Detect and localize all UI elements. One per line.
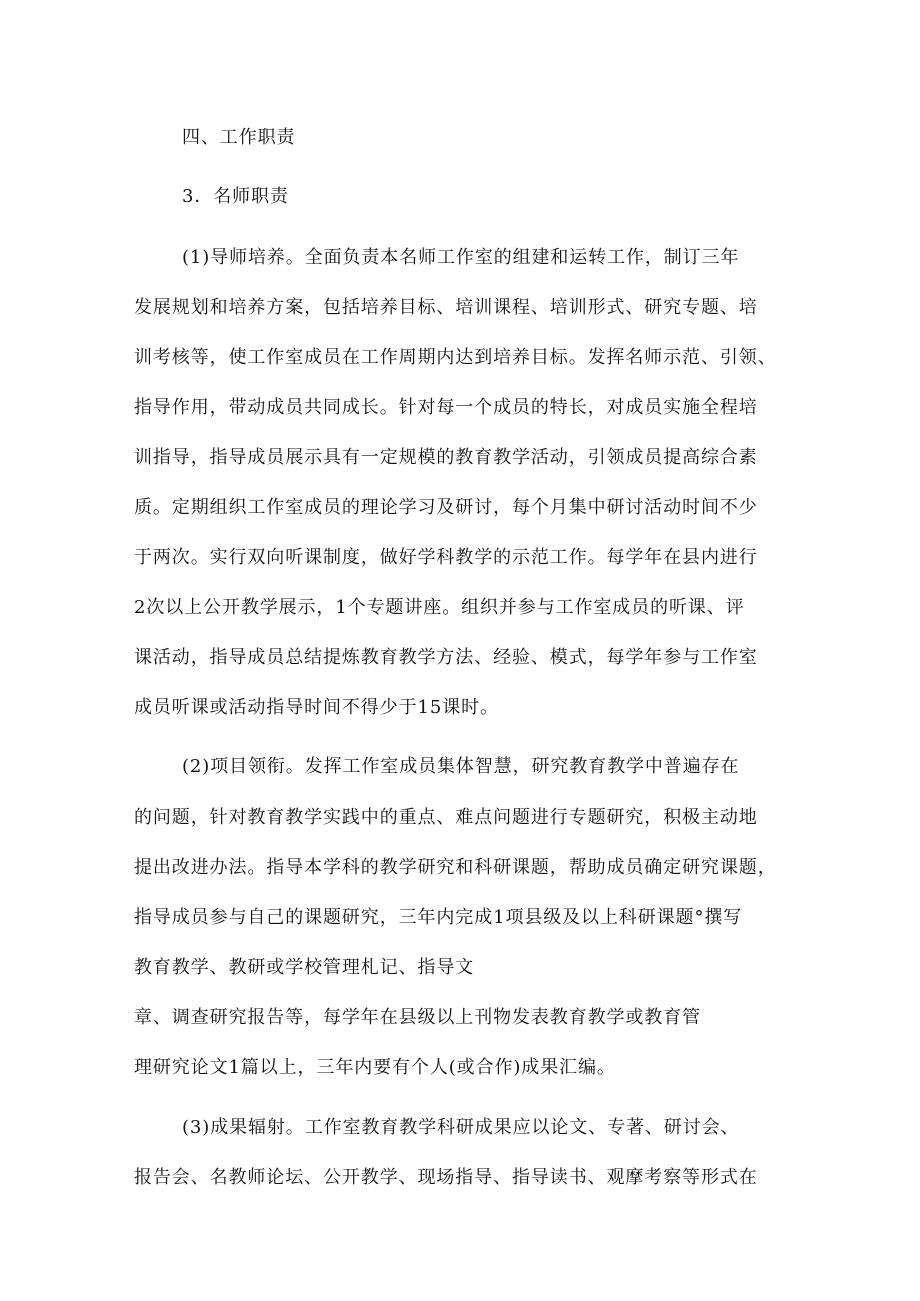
paragraph-1-line: 指导作用，带动成员共同成长。针对每一个成员的特长，对成员实施全程培 xyxy=(134,397,758,418)
paragraph-2-line: 的问题，针对教育教学实践中的重点、难点问题进行专题研究，积极主动地 xyxy=(134,807,758,828)
paragraph-2-line: 理研究论文1篇以上，三年内要有个人(或合作)成果汇编。 xyxy=(134,1057,616,1078)
paragraph-1-line: 于两次。实行双向听课制度，做好学科教学的示范工作。每学年在县内进行 xyxy=(134,547,758,568)
paragraph-1-line: 发展规划和培养方案，包括培养目标、培训课程、培训形式、研究专题、培 xyxy=(134,297,758,318)
paragraph-2-line: 指导成员参与自己的课题研究，三年内完成1项县级及以上科研课题°撰写 xyxy=(134,907,743,928)
paragraph-2-line: 提出改进办法。指导本学科的教学研究和科研课题，帮助成员确定研究课题， xyxy=(134,857,777,878)
paragraph-1-line: 质。定期组织工作室成员的理论学习及研讨，每个月集中研讨活动时间不少 xyxy=(134,497,758,518)
paragraph-1-line: 2次以上公开教学展示，1个专题讲座。组织并参与工作室成员的听课、评 xyxy=(134,597,745,618)
section-heading: 四、工作职责 xyxy=(182,127,296,148)
paragraph-2-line: 教育教学、教研或学校管理札记、指导文 xyxy=(134,957,475,978)
paragraph-1-line: 训考核等，使工作室成员在工作周期内达到培养目标。发挥名师示范、引领、 xyxy=(134,347,777,368)
paragraph-2-line: (2)项目领衔。发挥工作室成员集体智慧，研究教育教学中普遍存在 xyxy=(182,756,740,777)
subsection-heading: 3．名师职责 xyxy=(182,186,289,207)
paragraph-1-line: 成员听课或活动指导时间不得少于15课时。 xyxy=(134,697,499,718)
paragraph-1-line: 课活动，指导成员总结提炼教育教学方法、经验、模式，每学年参与工作室 xyxy=(134,647,758,668)
paragraph-3-line: (3)成果辐射。工作室教育教学科研成果应以论文、专著、研讨会、 xyxy=(182,1117,740,1138)
paragraph-1-line: 训指导，指导成员展示具有一定规模的教育教学活动，引领成员提高综合素 xyxy=(134,447,758,468)
paragraph-2-line: 章、调查研究报告等，每学年在县级以上刊物发表教育教学或教育管 xyxy=(134,1007,701,1028)
paragraph-1-line: (1)导师培养。全面负责本名师工作室的组建和运转工作，制订三年 xyxy=(182,247,740,268)
paragraph-3-line: 报告会、名教师论坛、公开教学、现场指导、指导读书、观摩考察等形式在 xyxy=(134,1167,758,1188)
